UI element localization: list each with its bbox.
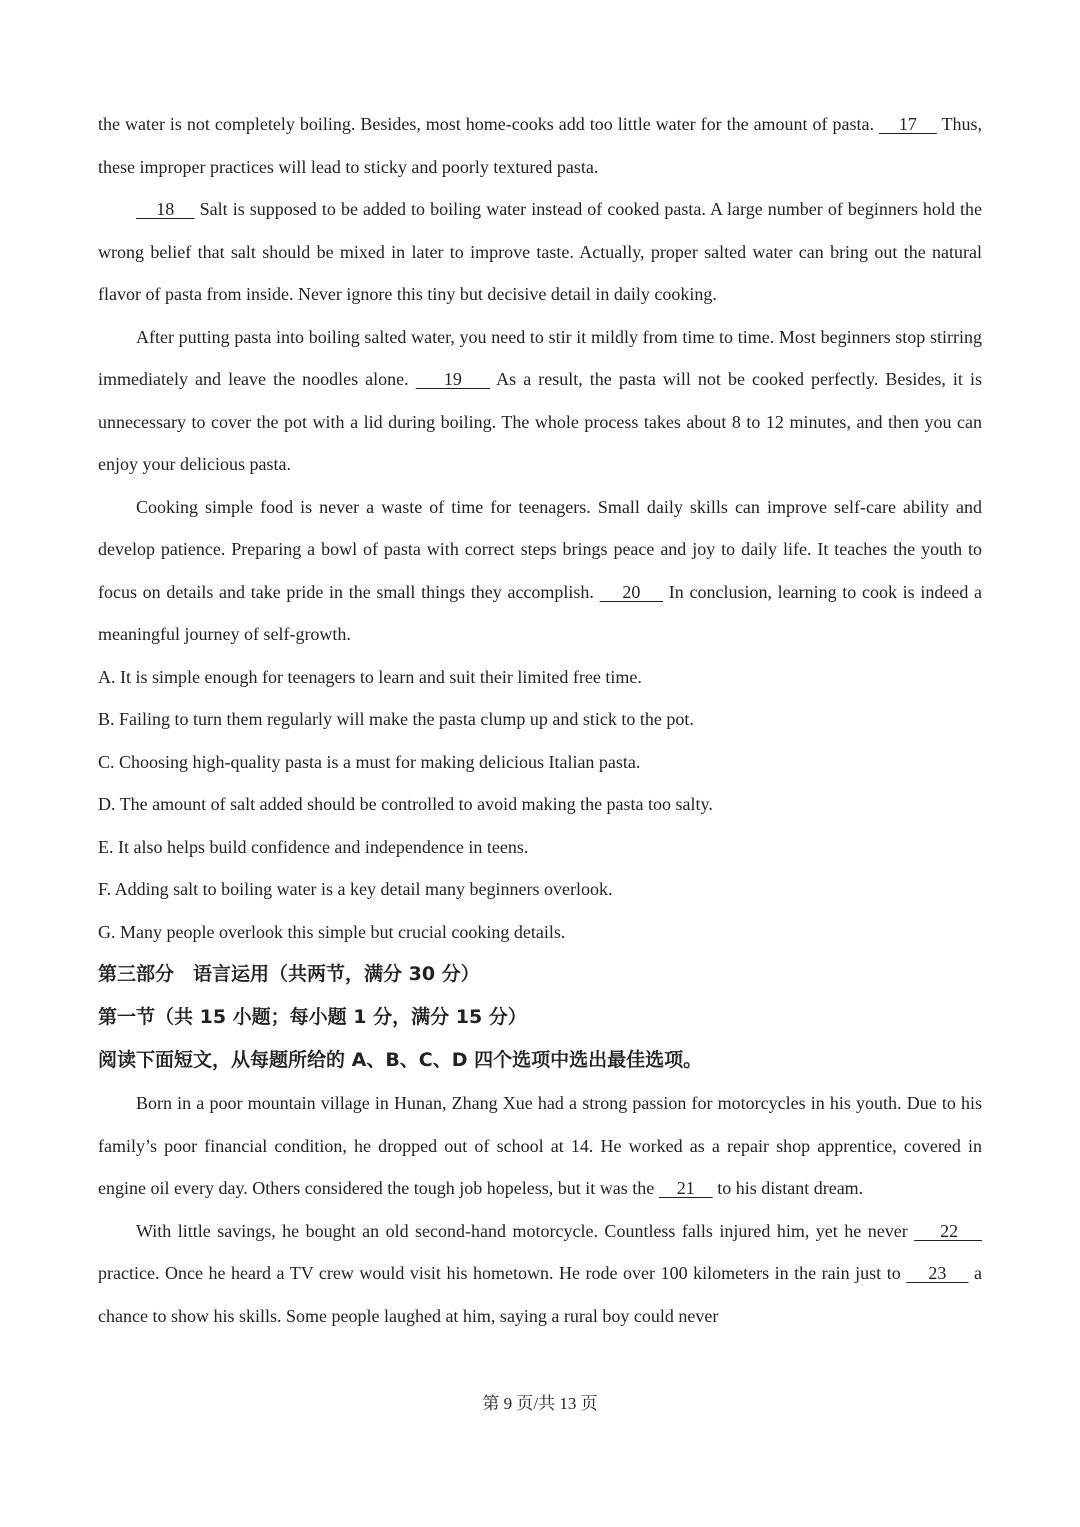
passage2-paragraph-1 (98, 1082, 982, 1210)
text-run: the water is not completely boiling. Besides, most home-cooks add too little water for the amount of pasta. (98, 114, 879, 134)
text-run: practice. Once he heard a TV crew would visit his hometown. He rode over 100 kilometers in the rain just to (98, 1263, 907, 1283)
blank-17[interactable]: 17 (878, 114, 937, 134)
blank-18[interactable]: 18 (136, 199, 195, 219)
text-run: Cooking simple food is never a waste of time for teenagers. Small daily skills can improve self-care ability and develop patience. Preparing a bowl of pasta with correct steps brings peace and joy to daily life. It teaches the youth to focus on details and take pride in the small things they accomplish. (98, 496, 982, 602)
section-heading-part3: 第三部分 语言运用（共两节，满分 30 分） (98, 963, 480, 985)
text-run: Salt is supposed to be added to boiling water instead of cooked pasta. A large number of beginners hold the wrong belief that salt should be mixed in later to improve taste. Actually, proper salted water can bring out the natural flavor of pasta from inside. Never ignore this tiny but decisive detail in daily cooking. (98, 199, 982, 304)
option-b: B. Failing to turn them regularly will make the pasta clump up and stick to the pot. (98, 709, 694, 729)
section-instruction: 阅读下面短文，从每题所给的 A、B、C、D 四个选项中选出最佳选项。 (98, 1049, 703, 1071)
document-page (98, 103, 982, 1337)
blank-23[interactable]: 23 (906, 1263, 969, 1283)
section-heading-subsection1: 第一节（共 15 小题；每小题 1 分，满分 15 分） (98, 1006, 527, 1028)
option-a: A. It is simple enough for teenagers to learn and suit their limited free time. (98, 666, 642, 687)
passage1-paragraph-1 (98, 103, 982, 188)
option-g: G. Many people overlook this simple but crucial cooking details. (98, 921, 566, 942)
text-run: After putting pasta into boiling salted water, you need to stir it mildly from time to time. Most beginners stop stirring immediately and leave the noodles alone. (98, 326, 982, 389)
text-run: In conclusion, learning to cook is indeed a meaningful journey of self-growth. (98, 581, 983, 644)
blank-19[interactable]: 19 (415, 369, 491, 389)
passage1-paragraph-3 (98, 316, 982, 486)
text-run: a chance to show his skills. Some people laughed at him, saying a rural boy could never (98, 1263, 982, 1326)
blank-21[interactable]: 21 (658, 1178, 713, 1198)
text-run: Thus, these improper practices will lead to sticky and poorly textured pasta. (98, 114, 982, 177)
option-d: D. The amount of salt added should be controlled to avoid making the pasta too salty. (98, 794, 713, 814)
option-c: C. Choosing high-quality pasta is a must for making delicious Italian pasta. (98, 751, 641, 772)
text-run: Born in a poor mountain village in Hunan, Zhang Xue had a strong passion for motorcycles in his youth. Due to his family’s poor financial condition, he dropped out of school at 14. He worked as a repair shop apprentice, covered in engine oil every day. Others considered the tough job hopeless, but it was the (98, 1093, 982, 1198)
passage1-paragraph-4 (98, 486, 982, 656)
text-run: to his distant dream. (712, 1178, 864, 1198)
option-e: E. It also helps build confidence and independence in teens. (98, 836, 529, 857)
text-run: As a result, the pasta will not be cooked perfectly. Besides, it is unnecessary to cover the pot with a lid during boiling. The whole process takes about 8 to 12 minutes, and then you can enjoy your delicious pasta. (98, 369, 982, 474)
blank-20[interactable]: 20 (599, 581, 664, 602)
blank-22[interactable]: 22 (914, 1220, 982, 1241)
option-f: F. Adding salt to boiling water is a key detail many beginners overlook. (98, 879, 613, 899)
passage1-paragraph-2 (98, 188, 982, 316)
text-run: With little savings, he bought an old second-hand motorcycle. Countless falls injured him, yet he never (136, 1220, 915, 1241)
passage2-paragraph-2 (98, 1210, 982, 1338)
page-footer: 第 9 页/共 13 页 (482, 1394, 598, 1413)
